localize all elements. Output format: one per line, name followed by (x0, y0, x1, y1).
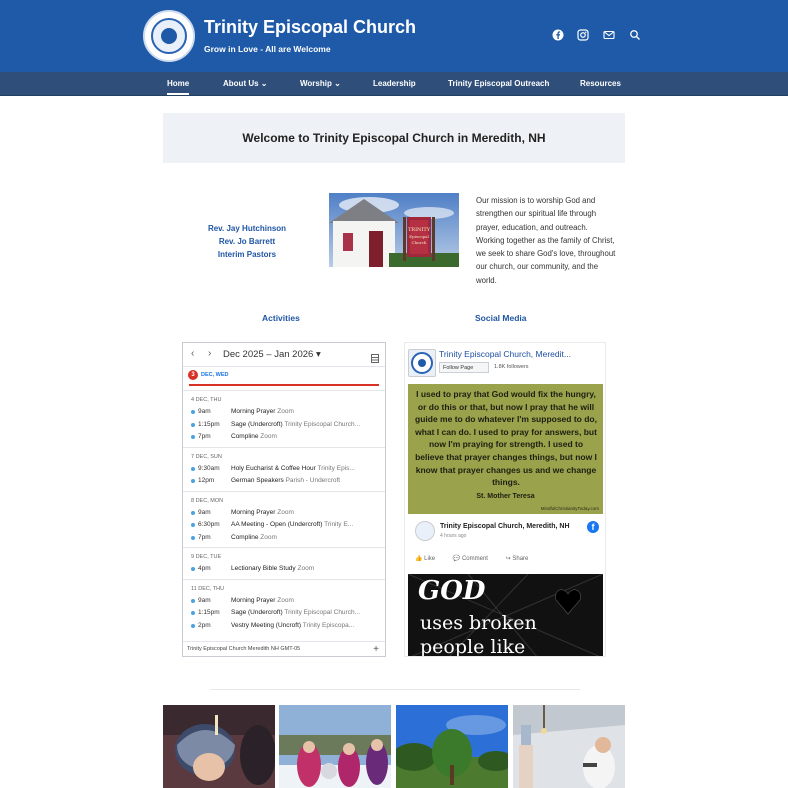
event-location: Trinity Episcopal Church... (284, 420, 360, 428)
event-name: Compline (231, 433, 259, 440)
event-location: Zoom (260, 433, 277, 440)
event-dot (191, 410, 195, 414)
day-label: 4 DEC, THU (191, 397, 222, 403)
today-label (183, 370, 385, 381)
event-title (231, 465, 381, 472)
nav-item-about-us[interactable]: About Us ⌄ (223, 79, 268, 88)
welcome-banner (163, 113, 625, 163)
event-name: Morning Prayer (231, 408, 276, 415)
social-media-heading: Social Media (475, 313, 527, 323)
quote-post-image[interactable] (408, 384, 603, 514)
event-title (231, 609, 381, 616)
event-title (231, 433, 381, 440)
event-dot (191, 536, 195, 540)
calendar-day (183, 548, 385, 580)
calendar-agenda (183, 367, 385, 641)
post-avatar[interactable] (415, 521, 435, 541)
event-title (231, 565, 381, 572)
image-line: uses broken (420, 612, 537, 634)
event-title (231, 622, 381, 629)
event-time: 6:30pm (198, 521, 220, 528)
event-title (231, 521, 381, 528)
calendar-event[interactable] (183, 507, 385, 520)
facebook-feed (404, 342, 606, 657)
site-header (0, 0, 788, 72)
day-label: 11 DEC, THU (191, 585, 225, 592)
calendar-view-icon[interactable] (371, 350, 379, 359)
facebook-icon[interactable] (551, 28, 565, 42)
day-label: 9 DEC, TUE (191, 554, 222, 560)
pastors-title: Interim Pastors (217, 250, 277, 259)
event-time: 7pm (198, 533, 211, 541)
event-time: 9:30am (198, 464, 220, 472)
event-location: Parish - Undercroft (285, 477, 341, 484)
nav-item-outreach[interactable]: Trinity Episcopal Outreach (448, 79, 550, 88)
event-time: 9am (198, 408, 211, 415)
calendar-day-today (183, 367, 385, 391)
image-line: people like (420, 636, 526, 657)
event-location: Trinity E... (324, 521, 354, 528)
fb-follow-button[interactable]: Follow Page (439, 362, 489, 373)
logo-center (161, 28, 177, 44)
god-broken-people-image[interactable] (408, 574, 603, 657)
sign-line-1: TRINITY (407, 227, 431, 233)
share-button[interactable]: ↪ Share (505, 556, 529, 562)
pastor-name: Rev. Jo Barrett (218, 237, 276, 246)
event-location: Trinity Episcopa... (302, 621, 355, 629)
event-name: Morning Prayer (231, 508, 276, 516)
event-dot (191, 467, 195, 471)
quote-text: I used to pray that God would fix the hungry, or do this or that, but now I pray that he will guide me to do whatever I'm supposed to do, what I can do. I used to pray for answers, but now I'm praying for strength. I used to believe that prayer changes things, but now I know that prayer changes us and we change things. (415, 389, 597, 488)
event-dot (191, 435, 195, 439)
event-time: 9am (198, 596, 211, 604)
site-title[interactable]: Trinity Episcopal Church (204, 17, 417, 37)
event-name: German Speakers (231, 477, 284, 484)
chevron-right-icon[interactable]: › (208, 348, 212, 359)
event-name: Sage (Undercroft) (231, 609, 283, 616)
calendar-event[interactable] (183, 431, 385, 444)
calendar-day (183, 580, 385, 636)
event-name: Compline (231, 533, 259, 541)
event-dot (191, 611, 195, 615)
calendar-footer (183, 641, 385, 657)
like-button[interactable]: 👍 Like (415, 556, 436, 562)
event-name: Vestry Meeting (Uncroft) (231, 621, 302, 629)
church-seal-logo[interactable] (143, 10, 195, 62)
event-name: Morning Prayer (231, 596, 276, 604)
nav-item-home[interactable]: Home (167, 72, 189, 95)
calendar-day (183, 448, 385, 492)
event-time: 2pm (198, 621, 211, 629)
event-location: Zoom (277, 408, 294, 415)
calendar-range-selector[interactable]: Dec 2025 – Jan 2026 ▾ (223, 349, 321, 360)
event-dot (191, 624, 195, 628)
event-title (231, 509, 381, 516)
search-icon[interactable] (628, 28, 642, 42)
fb-followers-count: 1.8K followers (494, 364, 529, 370)
calendar-event[interactable] (183, 563, 385, 576)
calendar-event[interactable] (183, 419, 385, 432)
event-name: AA Meeting - Open (Undercroft) (231, 521, 323, 528)
logo-ring (151, 18, 187, 54)
nav-item-resources[interactable]: Resources (580, 79, 621, 88)
post-time[interactable]: 4 hours ago (440, 533, 467, 539)
site-tagline: Grow in Love - All are Welcome (204, 44, 331, 54)
church-photo (329, 193, 459, 267)
event-location: Zoom (277, 508, 294, 516)
fb-post-header (408, 517, 603, 547)
add-calendar-button[interactable]: + (373, 644, 379, 655)
calendar-event[interactable] (183, 620, 385, 633)
event-location: Trinity Epis... (317, 464, 355, 472)
calendar-day (183, 492, 385, 549)
event-title (231, 477, 381, 484)
activities-heading: Activities (262, 313, 300, 323)
event-title (231, 421, 381, 428)
post-author[interactable]: Trinity Episcopal Church, Meredith, NH (440, 523, 570, 530)
event-dot (191, 423, 195, 427)
sign-line-2: Episcopal (409, 234, 429, 239)
mission-statement: Our mission is to worship God and strengthen our spiritual life through prayer, education, and outreach. Working together as the family of Christ, we seek to share God's love, throughout our church, our community, and the world. (476, 196, 616, 285)
comment-button[interactable]: 💬 Comment (452, 556, 488, 562)
event-time: 9am (198, 508, 211, 516)
event-time: 1:15pm (198, 420, 220, 428)
calendar-event[interactable] (183, 607, 385, 620)
calendar-widget (182, 342, 386, 657)
calendar-event[interactable] (183, 595, 385, 608)
event-time: 7pm (198, 433, 211, 440)
main-navigation (0, 72, 788, 96)
quote-author: St. Mother Teresa (476, 493, 535, 500)
sign-line-3: Church (411, 240, 427, 245)
event-location: Zoom (277, 596, 294, 604)
gallery-photo-pageant[interactable] (163, 705, 275, 788)
fb-page-avatar[interactable] (408, 349, 436, 377)
event-location: Zoom (260, 533, 277, 541)
event-title (231, 597, 381, 604)
fb-post-actions (415, 555, 544, 562)
nav-item-leadership[interactable]: Leadership (373, 79, 416, 88)
calendar-event[interactable] (183, 519, 385, 532)
event-title (231, 408, 381, 415)
gallery-photo-tree[interactable] (396, 705, 508, 788)
calendar-event[interactable] (183, 475, 385, 488)
today-date: DEC, WED (201, 372, 229, 378)
calendar-event[interactable] (183, 406, 385, 419)
today-marker: 3 (188, 370, 198, 380)
event-dot (191, 599, 195, 603)
pastor-name: Rev. Jay Hutchinson (207, 224, 287, 233)
event-time: 12pm (198, 477, 215, 484)
chevron-left-icon[interactable]: ‹ (191, 348, 195, 359)
section-divider (210, 689, 580, 690)
gallery-photo-winter[interactable] (279, 705, 391, 788)
pastors-block (180, 222, 314, 261)
calendar-event[interactable] (183, 532, 385, 545)
event-name: Holy Eucharist & Coffee Hour (231, 464, 316, 472)
fb-page-name[interactable]: Trinity Episcopal Church, Meredit... (439, 349, 571, 359)
image-title: GOD (418, 576, 486, 606)
calendar-day (183, 391, 385, 448)
event-name: Lectionary Bible Study (231, 565, 296, 572)
day-label: 7 DEC, SUN (191, 453, 222, 460)
mail-icon[interactable] (602, 28, 616, 42)
event-time: 1:15pm (198, 609, 220, 616)
event-dot (191, 567, 195, 571)
event-dot (191, 523, 195, 527)
current-time-line (189, 384, 379, 386)
facebook-logo-icon[interactable]: f (587, 521, 599, 533)
event-name: Sage (Undercroft) (231, 420, 283, 428)
event-location: Trinity Episcopal Church... (284, 609, 360, 616)
event-location: Zoom (297, 565, 315, 572)
event-title (231, 534, 381, 541)
calendar-header (183, 343, 386, 367)
instagram-icon[interactable] (576, 28, 590, 42)
calendar-event[interactable] (183, 463, 385, 476)
welcome-heading: Welcome to Trinity Episcopal Church in Meredith, NH (242, 131, 546, 145)
nav-item-worship[interactable]: Worship ⌄ (300, 79, 341, 88)
day-label: 8 DEC, MON (191, 497, 224, 504)
event-time: 4pm (198, 565, 211, 572)
event-dot (191, 511, 195, 515)
quote-source: MindfulChristianityToday.com (540, 506, 599, 511)
gallery-photo-interior[interactable] (513, 705, 625, 788)
calendar-timezone: Trinity Episcopal Church Meredith NH GMT-05 (187, 646, 301, 652)
event-dot (191, 479, 195, 483)
